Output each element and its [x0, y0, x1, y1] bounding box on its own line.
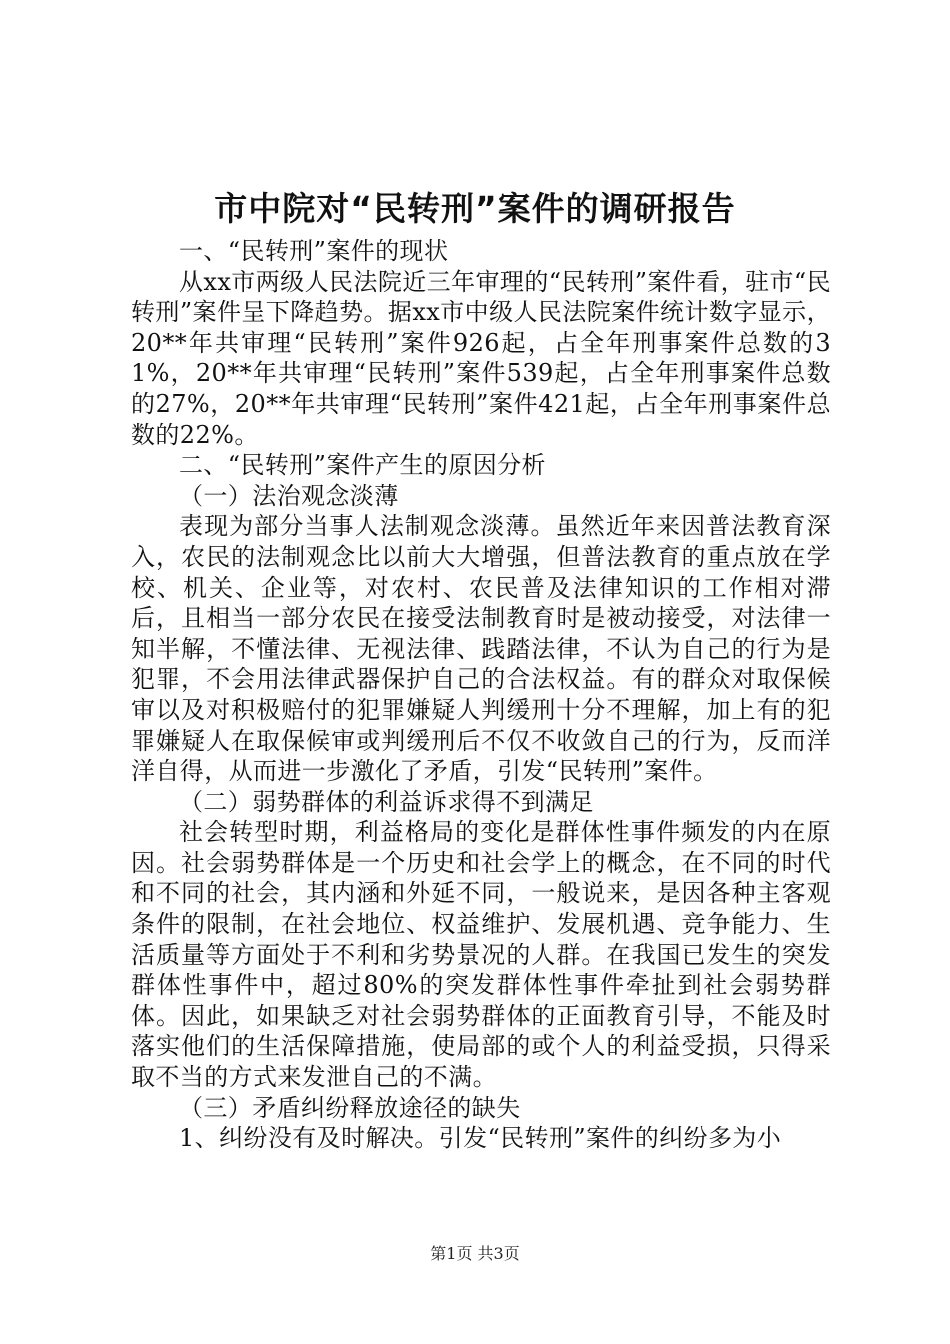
page-footer: 第1页 共3页	[430, 1244, 520, 1263]
section-heading-1: 一、“民转刑”案件的现状	[179, 237, 449, 265]
paragraph-legal-awareness: 表现为部分当事人法制观念淡薄。虽然近年来因普法教育深入，农民的法制观念比以前大大增强，但普法教育的重点放在学校、机关、企业等，对农村、农民普及法律知识的工作相对滞后，且相当一部分农民在接受法制教育时是被动接受，对法律一知半解，不懂法律、无视法律、践踏法律，不认为自己的行为是犯罪，不会用法律武器保护自己的合法权益。有的群众对取保候审以及对积极赔付的犯罪嫌疑人判缓刑十分不理解，加上有的犯罪嫌疑人在取保候审或判缓刑后不仅不收敛自己的行为，反而洋洋自得，从而进一步激化了矛盾，引发“民转刑”案件。	[131, 512, 831, 786]
subheading-1: （一）法治观念淡薄	[179, 481, 399, 510]
document-body	[131, 236, 831, 1154]
paragraph-dispute-resolution: 1、纠纷没有及时解决。引发“民转刑”案件的纠纷多为小	[179, 1124, 782, 1153]
paragraph-status: 从xx市两级人民法院近三年审理的“民转刑”案件看，驻市“民转刑”案件呈下降趋势。据xx市中级人民法院案件统计数字显示，20**年共审理“民转刑”案件926起，占全年刑事案件总数的31%，20**年共审理“民转刑”案件539起，占全年刑事案件总数的27%，20**年共审理“民转刑”案件421起，占全年刑事案件总数的22%。	[131, 267, 831, 449]
subheading-2: （二）弱势群体的利益诉求得不到满足	[179, 787, 594, 816]
paragraph-vulnerable-groups: 社会转型时期，利益格局的变化是群体性事件频发的内在原因。社会弱势群体是一个历史和社会学上的概念，在不同的时代和不同的社会，其内涵和外延不同，一般说来，是因各种主客观条件的限制，在社会地位、权益维护、发展机遇、竞争能力、生活质量等方面处于不利和劣势景况的人群。在我国已发生的突发群体性事件中，超过80%的突发群体性事件牵扯到社会弱势群体。因此，如果缺乏对社会弱势群体的正面教育引导，不能及时落实他们的生活保障措施，使局部的或个人的利益受损，只得采取不当的方式来发泄自己的不满。	[131, 818, 831, 1092]
subheading-3: （三）矛盾纠纷释放途径的缺失	[179, 1093, 521, 1122]
section-heading-2: 二、“民转刑”案件产生的原因分析	[179, 451, 546, 480]
document-title: 市中院对“民转刑”案件的调研报告	[214, 189, 736, 228]
